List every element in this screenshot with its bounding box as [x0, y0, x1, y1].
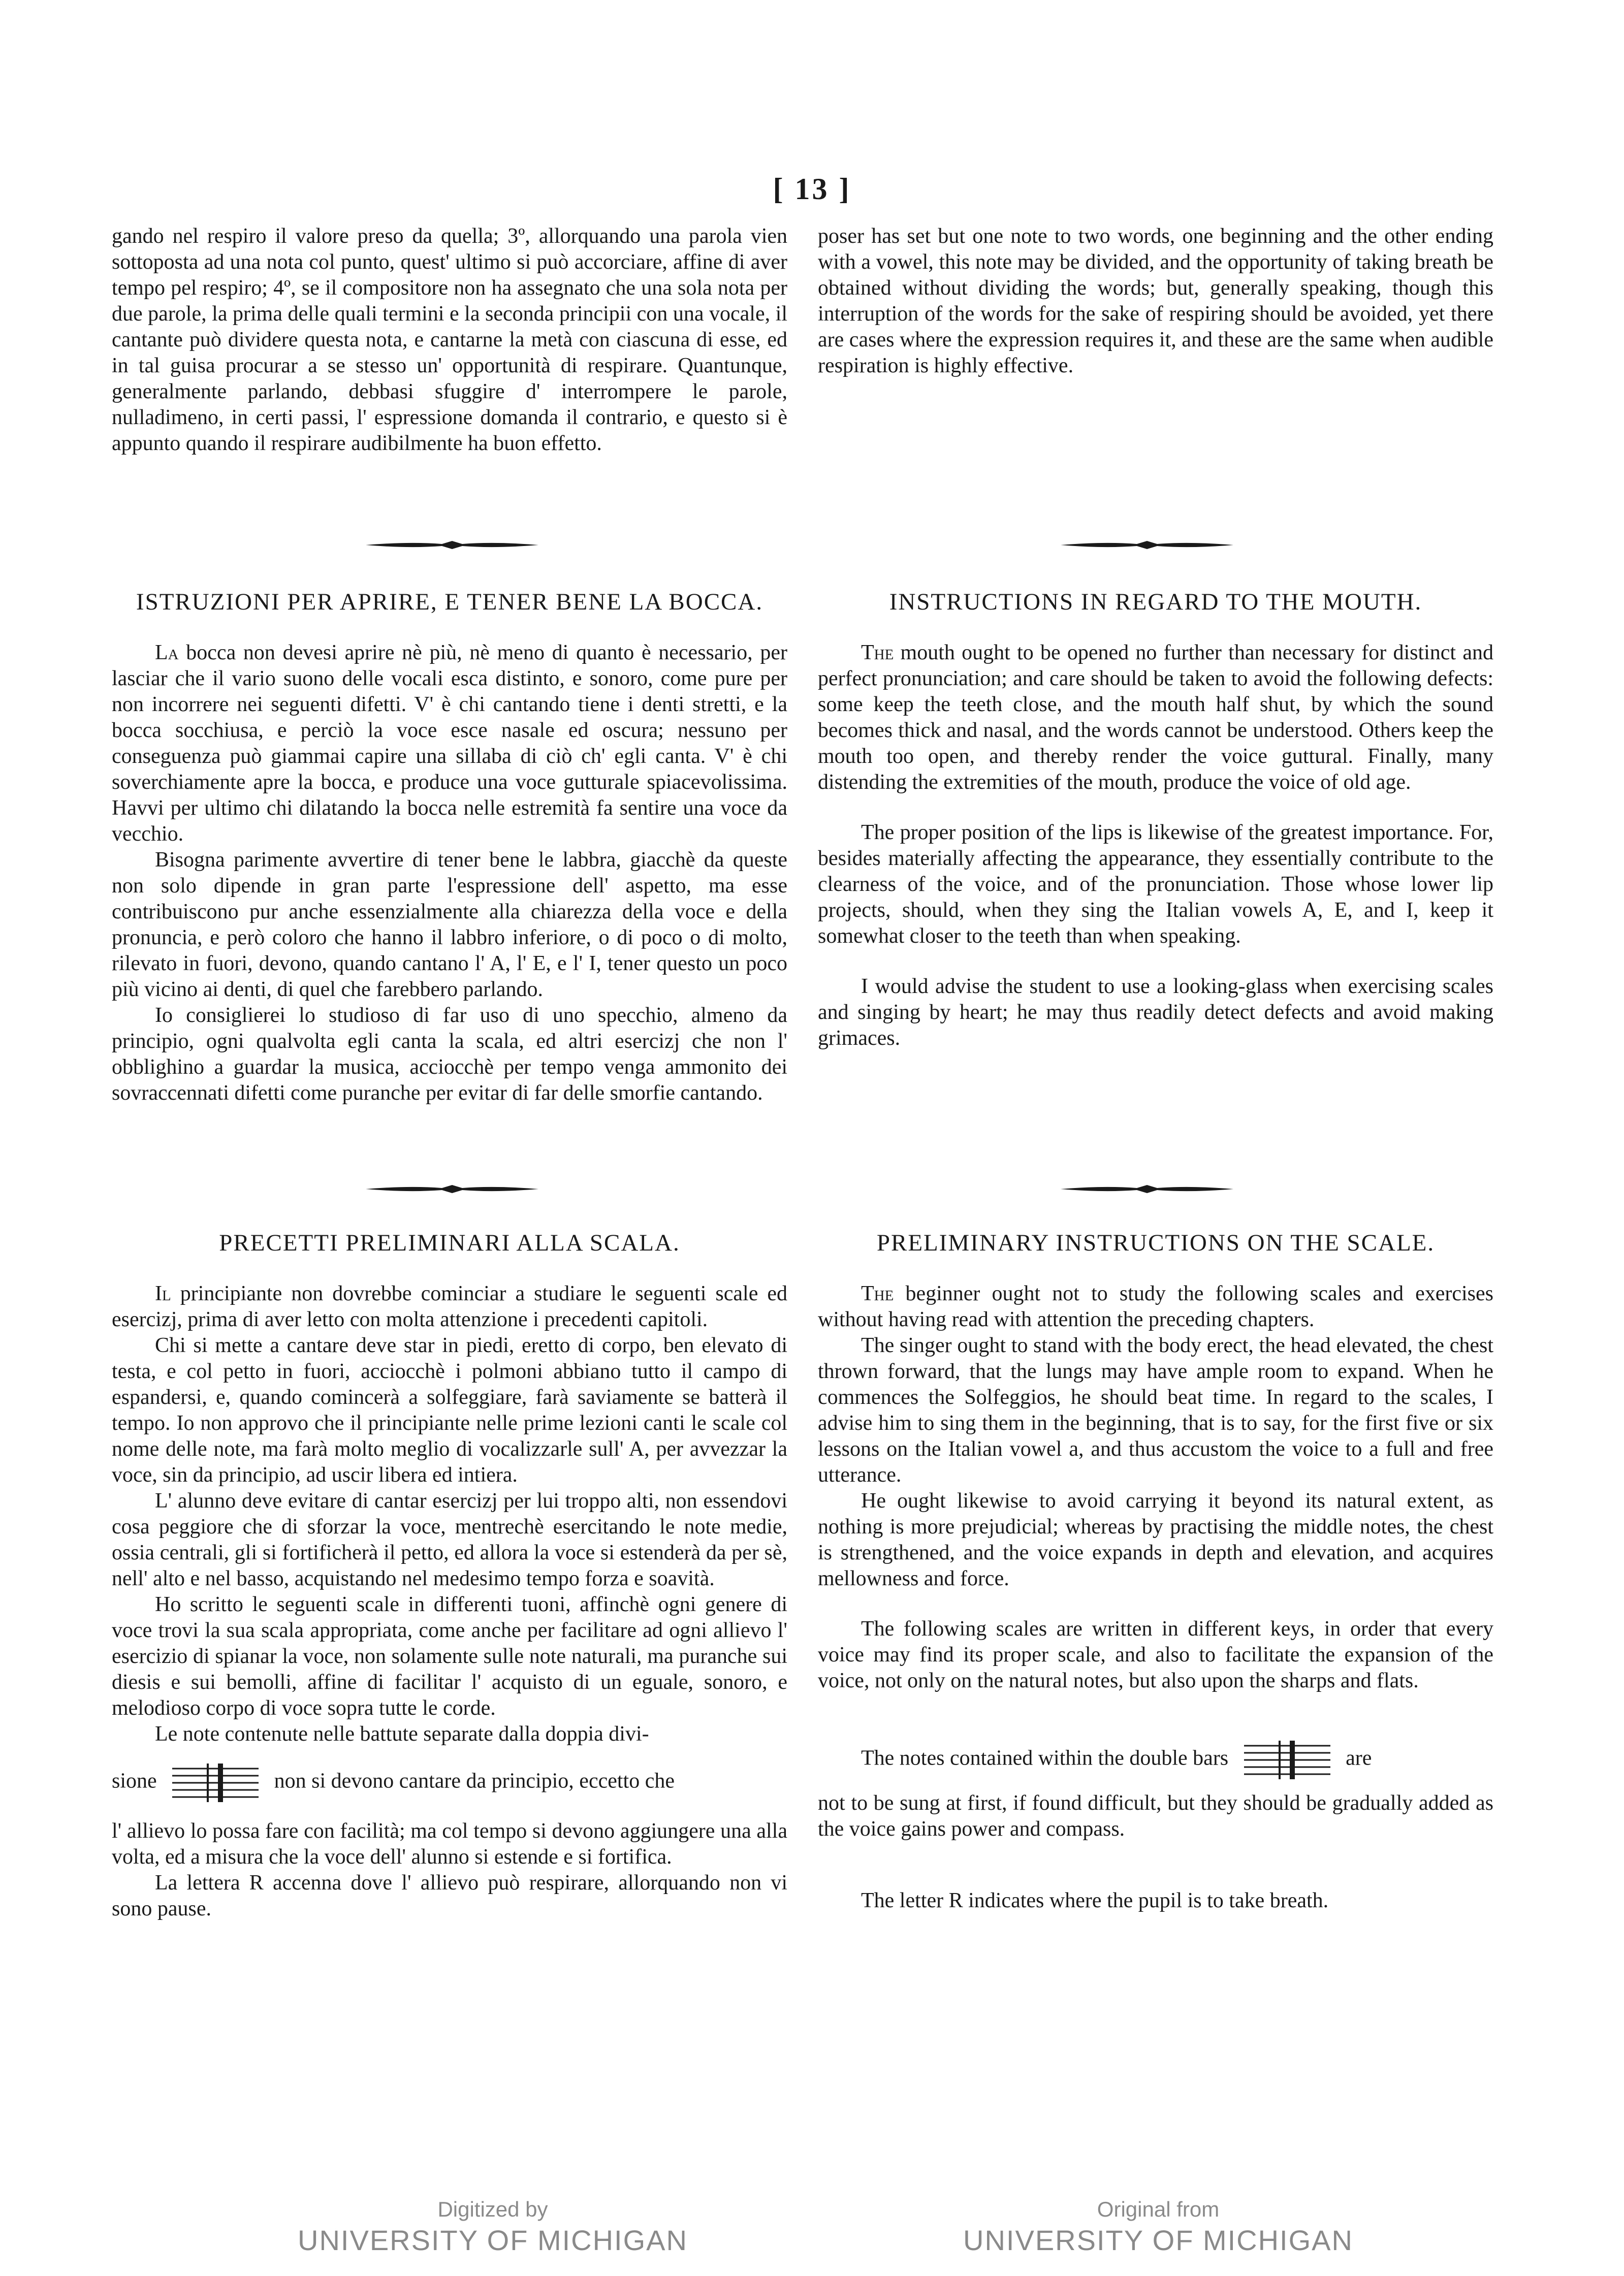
paragraph: The letter R indicates where the pupil is to take breath.: [861, 1889, 1329, 1912]
bar-text-after: are: [1346, 1746, 1372, 1770]
italian-scale-section: [112, 1229, 787, 1922]
paragraph: Ho scritto le seguenti scale in differenti tuoni, affinchè ogni genere di voce trovi la sua scala appropriata, come anche per facilitare ad ogni allievo l' esercizio di spianar la voce, non solamente sulle note naturali, ma puranche sui diesis e sui bemolli, affine di facilitar l' acquisto di un eguale, sonoro, e melodioso corpo di voce sopra tutte le corde.: [112, 1593, 787, 1720]
paragraph: [818, 1281, 1493, 1333]
ornament-divider: [1061, 539, 1233, 551]
watermark-label: Digitized by: [437, 2197, 548, 2221]
lead-word: The: [861, 641, 894, 664]
paragraph-text: principiante non dovrebbe cominciar a studiare le seguenti scale ed esercizj, prima di aver letto con molta attenzione i precedenti capitoli.: [112, 1282, 787, 1331]
paragraph: The proper position of the lips is likewise of the greatest importance. For, besides materially affecting the appearance, they essentially contribute to the clearness of the voice, and of the pronunciation. Those whose lower lip projects, should, when they sing the Italian vowels A, E, and I, keep it somewhat closer to the teeth than when speaking.: [818, 821, 1493, 948]
paragraph-text: beginner ought not to study the following scales and exercises without having read with attention the preceding chapters.: [818, 1282, 1493, 1331]
watermark-institution: UNIVERSITY OF MICHIGAN: [298, 2224, 688, 2256]
mouth-section-row: [112, 588, 1493, 1106]
ornament-divider: [366, 539, 538, 551]
section-heading: PRELIMINARY INSTRUCTIONS ON THE SCALE.: [876, 1230, 1435, 1256]
scale-section-row: [112, 1229, 1493, 1922]
section-heading: ISTRUZIONI PER APRIRE, E TENER BENE LA BOCCA.: [136, 589, 763, 615]
italian-continuation: [112, 223, 787, 457]
bar-text-before: The notes contained within the double bars: [861, 1746, 1229, 1770]
paragraph: I would advise the student to use a looking-glass when exercising scales and singing by heart; he may thus readily detect defects and avoid making grimaces.: [818, 975, 1493, 1050]
english-cont-paragraph: poser has set but one note to two words, one beginning and the other ending with a vowel, this note may be divided, and the opportunity of taking breath be obtained without dividing the words; but, generally speaking, though this interruption of the words for the sake of respiring should be avoided, yet there are cases where the expression requires it, and these are the same when audible respiration is highly effective.: [818, 225, 1493, 377]
ornament-divider: [1061, 1183, 1233, 1195]
double-bar-line: [818, 1740, 1493, 1780]
english-scale-section: [818, 1229, 1493, 1922]
double-bar-line: [112, 1762, 787, 1803]
paragraph: Io consiglierei lo studioso di far uso di uno specchio, almeno da principio, ogni qualvolta egli canta la scala, ed altri esercizj che non l' obblighino a guardar la musica, acciocchè per tempo venga ammonito dei sovraccennati difetti come puranche per evitar di far delle smorfie cantando.: [112, 1004, 787, 1105]
paragraph: Chi si mette a cantare deve star in piedi, eretto di corpo, ben elevato di testa, e col petto in fuori, acciocchè i polmoni abbiano tutto il campo di espandersi, e, quando comincerà a solfeggiare, farà saviamente se batterà il tempo. Io non approvo che il principiante nelle prime lezioni canti le scale col nome delle note, ma farà molto meglio di vocalizzarle sull' A, per avvezzar la voce, sin da principio, ad uscir libera ed intiera.: [112, 1334, 787, 1487]
original-from-watermark: [904, 2195, 1412, 2257]
english-mouth-section: [818, 588, 1493, 1106]
paragraph-text: bocca non devesi aprire nè più, nè meno di quanto è necessario, per lasciar che il vario suono delle vocali esca distinto, e sonoro, come pure per non incorrere nei seguenti difetti. V' è chi cantando tiene i denti stretti, e la bocca socchiusa, e perciò la voce esce nasale ed oscura; nessuno per conseguenza può giammai capire una sillaba di ciò ch' egli canta. V' è chi soverchiamente apre la bocca, e produce una voce gutturale spiacevolissima. Havvi per ultimo chi dilatando la bocca nelle estremità fa sentire una voce da vecchio.: [112, 641, 787, 846]
paragraph: Le note contenute nelle battute separate dalla doppia divi-: [155, 1722, 649, 1746]
paragraph: He ought likewise to avoid carrying it beyond its natural extent, as nothing is more prejudicial; whereas by practising the middle notes, the chest is strengthened, and the voice expands in depth and elevation, and acquires mellowness and force.: [818, 1489, 1493, 1590]
paragraph: La lettera R accenna dove l' allievo può respirare, allorquando non vi sono pause.: [112, 1871, 787, 1920]
lead-word: Il: [155, 1282, 171, 1305]
paragraph: [112, 640, 787, 847]
english-continuation: [818, 223, 1493, 457]
paragraph-text: mouth ought to be opened no further than necessary for distinct and perfect pronunciation; and care should be taken to avoid the following defects: some keep the teeth close, and the mouth half shut, by which the sound becomes thick and nasal, and the words cannot be understood. Others keep the mouth too open, and thereby render the voice guttural. Finally, many distending the extremities of the mouth, produce the voice of old age.: [818, 641, 1493, 794]
page-number: [ 13 ]: [773, 172, 851, 206]
watermark-label: Original from: [1097, 2197, 1220, 2221]
lead-word: La: [155, 641, 179, 664]
section-heading: PRECETTI PRELIMINARI ALLA SCALA.: [219, 1230, 680, 1256]
double-bar-icon: [172, 1762, 259, 1803]
bar-text-after: non si devono cantare da principio, eccetto che: [274, 1769, 675, 1793]
paragraph: l' allievo lo possa fare con facilità; ma col tempo si devono aggiungere una alla volta, ed a misura che la voce dell' alunno si estende e si fortifica.: [112, 1819, 787, 1869]
double-bar-icon: [1244, 1740, 1330, 1780]
lead-word: The: [861, 1282, 894, 1305]
paragraph: L' alunno deve evitare di cantar esercizj per lui troppo alti, non essendovi cosa peggiore che di sforzar la voce, mentrechè esercitando le note medie, ossia centrali, gli si fortificherà il petto, ed allora la voce si estenderà da per sè, nell' alto e nel basso, acquistando nel medesimo tempo forza e soavità.: [112, 1489, 787, 1590]
italian-mouth-section: [112, 588, 787, 1106]
watermark-institution: UNIVERSITY OF MICHIGAN: [963, 2224, 1353, 2256]
paragraph: not to be sung at first, if found difficult, but they should be gradually added as the voice gains power and compass.: [818, 1791, 1493, 1841]
paragraph: [112, 1281, 787, 1333]
section-heading: INSTRUCTIONS IN REGARD TO THE MOUTH.: [889, 589, 1422, 615]
italian-cont-paragraph: gando nel respiro il valore preso da quella; 3º, allorquando una parola vien sottoposta ad una nota col punto, quest' ultimo si può accorciare, affine di aver tempo pel respiro; 4º, se il compositore non ha assegnato che una sola nota per due parole, la prima delle quali termini e la seconda principii con una vocale, il cantante può dividere questa nota, e cantarne la metà con ciascuna di esse, ed in tal guisa procurar a se stesso un' opportunità di respirare. Quantunque, generalmente parlando, debbasi sfuggire d' interrompere le parole, nulladimeno, in certi passi, l' espressione domanda il contrario, e questo si è appunto quando il respirare audibilmente ha buon effetto.: [112, 225, 787, 455]
continuation-row: [112, 223, 1493, 457]
paragraph: [818, 640, 1493, 795]
bar-text-before: sione: [112, 1769, 157, 1793]
paragraph: Bisogna parimente avvertire di tener bene le labbra, giacchè da queste non solo dipende in gran parte l'espressione dell' aspetto, ma esse contribuiscono pur anche essenzialmente alla chiarezza della voce e della pronuncia, e però coloro che hanno il labbro inferiore, o di poco o di molto, rilevato in fuori, devono, quando cantano l' A, l' E, e l' I, tener questo un poco più vicino ai denti, di quel che farebbero parlando.: [112, 848, 787, 1001]
digitized-by-watermark: [239, 2195, 747, 2257]
ornament-divider: [366, 1183, 538, 1195]
paragraph: The following scales are written in different keys, in order that every voice may find its proper scale, and also to facilitate the expansion of the voice, not only on the natural notes, but also upon the sharps and flats.: [818, 1617, 1493, 1692]
paragraph: The singer ought to stand with the body erect, the head elevated, the chest thrown forward, that the lungs may have ample room to expand. When he commences the Solfeggios, he should beat time. In regard to the scales, I advise him to sing them in the beginning, that is to say, for the first five or six lessons on the Italian vowel a, and thus accustom the voice to a full and free utterance.: [818, 1334, 1493, 1487]
